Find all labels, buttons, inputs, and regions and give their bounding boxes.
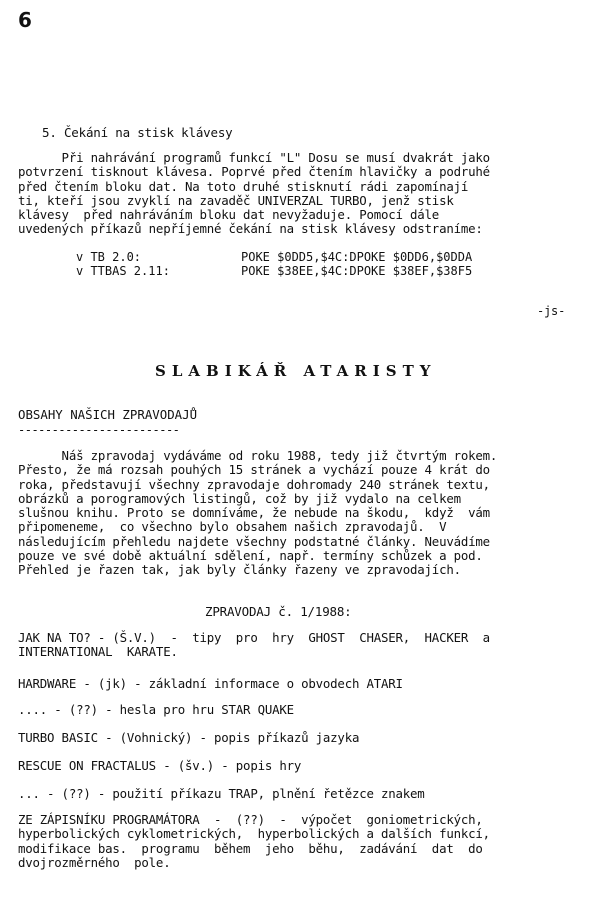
poke-code: POKE $38EE,$4C:DPOKE $38EF,$38F5 <box>241 264 473 278</box>
entry-item: RESCUE ON FRACTALUS - (šv.) - popis hry <box>18 758 302 773</box>
paragraph-line: pouze ve své době aktuální sdělení, např. termíny schůzek a pod. <box>18 548 483 564</box>
paragraph-line: potvrzení tisknout klávesa. Poprvé před čtením hlavičky a podruhé <box>18 164 490 180</box>
paragraph-line: Při nahrávání programů funkcí "L" Dosu se musí dvakrát jako <box>18 150 490 165</box>
entry-item: .... - (??) - hesla pro hru STAR QUAKE <box>18 702 294 717</box>
section-heading: 5. Čekání na stisk klávesy <box>42 125 233 140</box>
poke-table <box>76 250 472 278</box>
paragraph-line: ti, kteří jsou zvyklí na zavaděč UNIVERZAL TURBO, jenž stisk <box>18 192 454 208</box>
poke-version-label: v TTBAS 2.11: <box>76 264 170 278</box>
paragraph-line: obrázků a porogramových listingů, což by již vydalo na celkem <box>18 490 461 506</box>
section-paragraph <box>18 151 578 237</box>
paragraph-line: před čtením bloku dat. Na toto druhé stisknutí rádi zapomínají <box>18 178 469 194</box>
paragraph-line: slušnou knihu. Proto se domníváme, že nebude na škodu, když vám <box>18 505 490 521</box>
entry-item: JAK NA TO? - (Š.V.) - tipy pro hry GHOST CHASER, HACKER a INTERNATIONAL KARATE. <box>18 630 490 660</box>
poke-code: POKE $0DD5,$4C:DPOKE $0DD6,$0DDA <box>241 250 473 264</box>
entry-item: ZE ZÁPISNÍKU PROGRAMÁTORA - (??) - výpočet goniometrických, hyperbolických cyklometrických, hyperbolických a dalších funkcí, modifikace bas. programu během jeho běhu, zadávání dat do dvojrozměrného pole. <box>18 812 490 870</box>
paragraph-line: Přesto, že má rozsah pouhých 15 stránek a vychází pouze 4 krát do <box>18 462 490 478</box>
paragraph-line: Náš zpravodaj vydáváme od roku 1988, tedy již čtvrtým rokem. <box>18 448 498 463</box>
paragraph-line: následujícím přehledu najdete všechny podstatné články. Neuvádíme <box>18 533 490 549</box>
banner-title: SLABIKÁŘ ATARISTY <box>155 362 437 380</box>
paragraph-line: uvedených příkazů nepříjemné čekání na stisk klávesy odstraníme: <box>18 221 483 237</box>
signature: -js- <box>537 304 566 318</box>
paragraph-line: připomeneme, co všechno bylo obsahem našich zpravodajů. V <box>18 519 447 535</box>
paragraph-line: Přehled je řazen tak, jak byly články řazeny ve zpravodajích. <box>18 562 461 578</box>
entry-item: ... - (??) - použití příkazu TRAP, plnění řetězce znakem <box>18 786 425 801</box>
poke-version-label: v TB 2.0: <box>76 250 142 264</box>
article-title: OBSAHY NAŠICH ZPRAVODAJŮ <box>18 407 198 422</box>
paragraph-line: roka, představují všechny zpravodaje dohromady 240 stránek textu, <box>18 476 490 492</box>
article-paragraph <box>18 449 578 578</box>
entry-item: HARDWARE - (jk) - základní informace o obvodech ATARI <box>18 676 403 691</box>
poke-row <box>76 264 472 278</box>
poke-row <box>76 250 472 264</box>
issue-heading: ZPRAVODAJ č. 1/1988: <box>205 604 352 619</box>
paragraph-line: klávesy před nahráváním bloku dat nevyžaduje. Pomocí dále <box>18 207 440 223</box>
page-number: 6 <box>18 8 32 32</box>
title-underline: ------------------------ <box>18 423 180 437</box>
entry-item: TURBO BASIC - (Vohnický) - popis příkazů jazyka <box>18 730 360 745</box>
